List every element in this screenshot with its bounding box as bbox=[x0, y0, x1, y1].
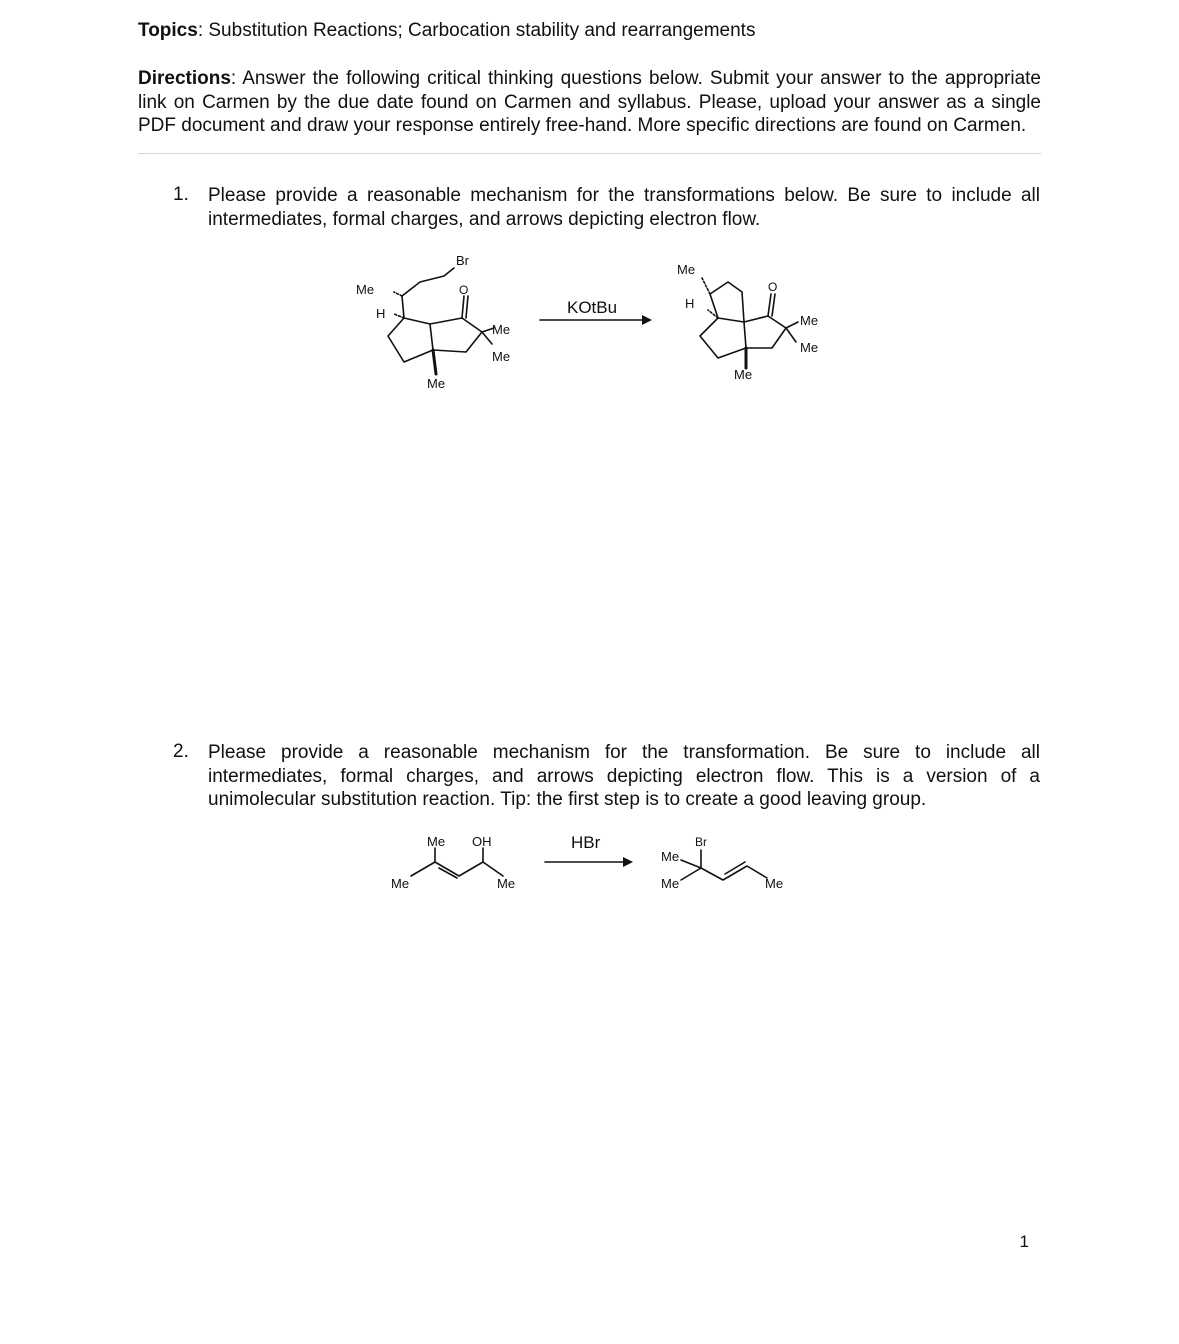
reactant-cyclopentanone-ring bbox=[433, 318, 482, 352]
q2-product-me-right-label: Me bbox=[765, 876, 784, 891]
question-2-number: 2. bbox=[173, 741, 189, 762]
reactant-cyclopentane-ring bbox=[388, 318, 433, 362]
question-1-scheme bbox=[340, 248, 840, 398]
product-me-bottom-label: Me bbox=[734, 367, 753, 382]
product-h-label: H bbox=[685, 296, 695, 311]
reactant-me-hash-bond bbox=[394, 292, 402, 296]
product-dimethyl-bonds bbox=[681, 860, 701, 880]
question-2-scheme bbox=[385, 830, 805, 900]
q2-product-me-top-label: Me bbox=[661, 849, 680, 864]
q2-product-br-label: Br bbox=[695, 835, 707, 849]
q2-product-me-left-label: Me bbox=[661, 876, 680, 891]
reactant-carbonyl bbox=[462, 296, 468, 318]
reactant-ring-ketone-bond bbox=[430, 318, 462, 324]
question-1-reagent: KOtBu bbox=[567, 298, 618, 317]
product-me-hash-bond bbox=[702, 278, 710, 294]
header-divider bbox=[138, 153, 1041, 154]
product-me1-label: Me bbox=[800, 313, 819, 328]
q2-reactant-me-left-label: Me bbox=[391, 876, 410, 891]
page-number: 1 bbox=[1019, 1232, 1029, 1251]
reactant-chain bbox=[411, 862, 503, 876]
product-cyclopentane-ring bbox=[700, 318, 746, 358]
reactant-br-label: Br bbox=[456, 253, 469, 268]
reactant-me-top-label: Me bbox=[356, 282, 375, 297]
reactant-me1-label: Me bbox=[492, 322, 511, 337]
question-1-arrowhead bbox=[642, 315, 652, 325]
directions-paragraph bbox=[138, 67, 1041, 138]
reactant-me-bottom-label: Me bbox=[427, 376, 446, 391]
q2-reactant-me-right-label: Me bbox=[497, 876, 516, 891]
reactant-me2-label: Me bbox=[492, 349, 511, 364]
reactant-h-hash-bond bbox=[394, 314, 404, 318]
product-carbonyl bbox=[768, 294, 775, 316]
reactant-bottom-methyl-bond bbox=[433, 350, 436, 374]
q2-reactant-me-top-label: Me bbox=[427, 834, 446, 849]
question-2-reagent: HBr bbox=[571, 833, 601, 852]
question-1-text: Please provide a reasonable mechanism for the transformations below. Be sure to include all intermediates, formal charges, and arrows depicting electron flow. bbox=[208, 185, 1040, 230]
product-ring-ketone-bond bbox=[744, 316, 768, 322]
reactant-o-label: O bbox=[459, 283, 469, 297]
topics-label: Topics bbox=[138, 20, 198, 41]
product-me2-label: Me bbox=[800, 340, 819, 355]
reactant-bromo-chain bbox=[402, 268, 454, 318]
directions-label: Directions bbox=[138, 68, 231, 89]
question-2-arrowhead bbox=[623, 857, 633, 867]
product-gem-dimethyl bbox=[786, 322, 798, 342]
q2-reactant-oh-label: OH bbox=[472, 834, 492, 849]
product-o-label: O bbox=[768, 280, 778, 294]
topics-text: : Substitution Reactions; Carbocation stability and rearrangements bbox=[197, 20, 756, 41]
reactant-h-label: H bbox=[376, 306, 386, 321]
directions-text: : Answer the following critical thinking questions below. Submit your answer to the appropriate link on Carmen by the due date found on Carmen and syllabus. Please, upload your answer as a single PDF document and draw your response entirely free-hand. More specific directions are found on Carmen. bbox=[138, 68, 1041, 136]
question-2-text: Please provide a reasonable mechanism for the transformation. Be sure to include all intermediates, formal charges, and arrows depicting electron flow. This is a version of a unimolecular substitution reaction. Tip: the first step is to create a good leaving group. bbox=[208, 742, 1040, 810]
topics-line bbox=[138, 20, 755, 42]
product-me-top-label: Me bbox=[677, 262, 696, 277]
question-1-number: 1. bbox=[173, 184, 189, 205]
